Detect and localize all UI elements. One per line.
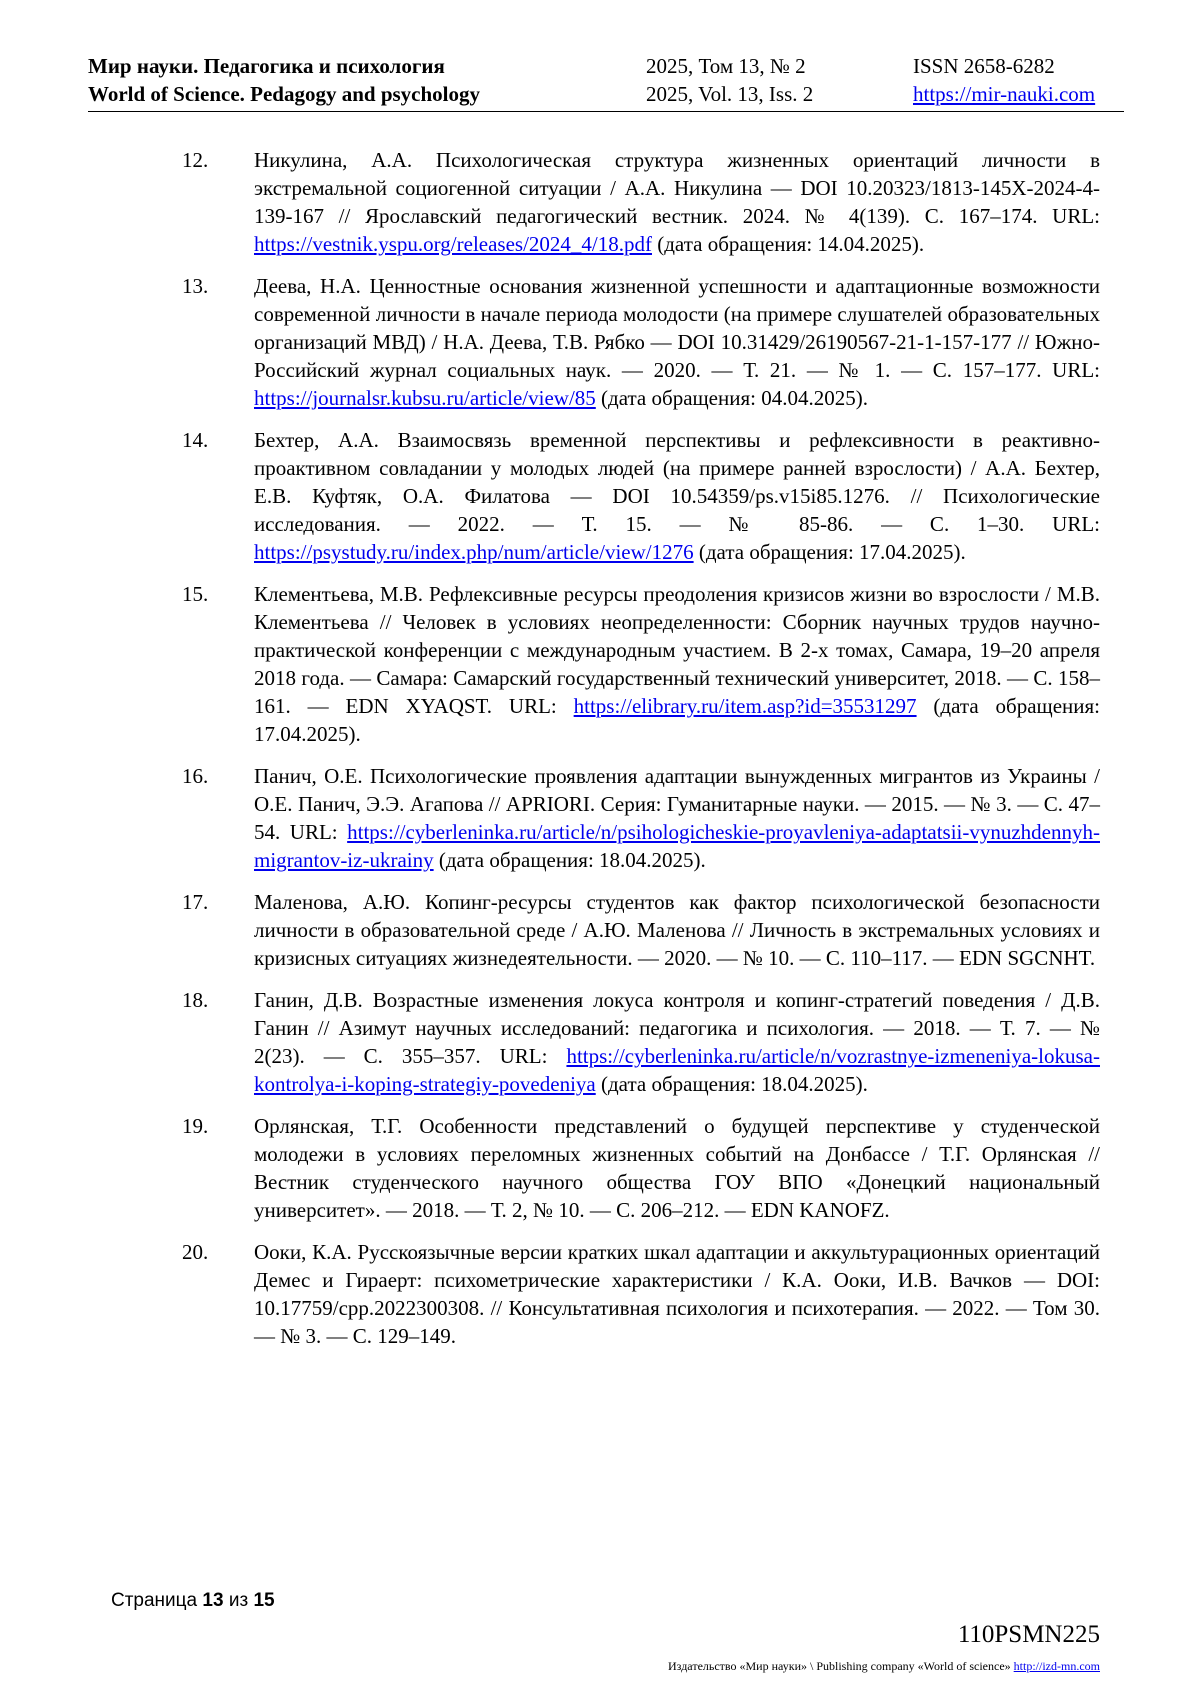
reference-url-link[interactable]: https://psystudy.ru/index.php/num/article/view/1276: [254, 540, 694, 564]
reference-access-date: (дата обращения: 04.04.2025).: [595, 386, 868, 410]
reference-body: Никулина, А.А. Психологическая структура жизненных ориентаций личности в экстремальной социогенной ситуации / А.А. Никулина — DOI 10.20323/1813-145X-2024-4-139-167 // Ярославский педагогический вестник. 2024. № 4(139). С. 167–174. URL:: [254, 148, 1100, 228]
reference-number: 12.: [182, 148, 209, 172]
reference-text: [254, 272, 1100, 412]
reference-item: [182, 986, 1100, 1098]
journal-title: [88, 52, 480, 108]
reference-item: [182, 888, 1100, 972]
issn-block: [913, 52, 1095, 108]
issue-info: [646, 52, 813, 108]
reference-text: [254, 1112, 1100, 1224]
page-header: [88, 52, 1124, 112]
reference-number: 19.: [182, 1114, 209, 1138]
page-counter-prefix: Страница: [111, 1590, 198, 1611]
total-pages: 15: [253, 1590, 275, 1611]
reference-access-date: (дата обращения: 18.04.2025).: [595, 1072, 868, 1096]
reference-access-date: (дата обращения: 17.04.2025).: [254, 694, 1100, 746]
reference-number: 20.: [182, 1240, 209, 1264]
reference-text: [254, 762, 1100, 874]
reference-body: Деева, Н.А. Ценностные основания жизненной успешности и адаптационные возможности современной личности в начале периода молодости (на примере слушателей образовательных организаций МВД) / Н.А. Деева, Т.В. Рябко — DOI 10.31429/26190567-21-1-157-177 // Южно-Российский журнал социальных наук. — 2020. — Т. 21. — № 1. — С. 157–177. URL:: [254, 274, 1100, 382]
reference-url-link[interactable]: https://elibrary.ru/item.asp?id=35531297: [573, 694, 917, 718]
reference-url-link[interactable]: https://cyberleninka.ru/article/n/vozrastnye-izmeneniya-lokusa-kontrolya-i-koping-strategiy-povedeniya: [254, 1044, 1100, 1096]
reference-text: [254, 1238, 1100, 1350]
publisher-footer: [668, 1659, 1100, 1674]
journal-site-link[interactable]: https://mir-nauki.com: [913, 82, 1096, 106]
issue-en: 2025, Vol. 13, Iss. 2: [646, 82, 814, 106]
reference-url-link[interactable]: https://cyberleninka.ru/article/n/psihologicheskie-proyavleniya-adaptatsii-vynuzhdennyh-migrantov-iz-ukrainy: [254, 820, 1100, 872]
page-counter: [111, 1590, 275, 1612]
reference-item: [182, 272, 1100, 412]
reference-access-date: (дата обращения: 18.04.2025).: [433, 848, 706, 872]
reference-number: 16.: [182, 764, 209, 788]
current-page: 13: [202, 1590, 224, 1611]
reference-access-date: (дата обращения: 14.04.2025).: [652, 232, 925, 256]
publisher-text: Издательство «Мир науки» \ Publishing company «World of science»: [668, 1659, 1011, 1673]
reference-number: 15.: [182, 582, 209, 606]
reference-item: [182, 146, 1100, 258]
reference-body: Бехтер, А.А. Взаимосвязь временной перспективы и рефлексивности в реактивно-проактивном совладании у молодых людей (на примере ранней взрослости) / А.А. Бехтер, Е.В. Куфтяк, О.А. Филатова — DOI 10.54359/ps.v15i85.1276. // Психологические исследования. — 2022. — Т. 15. — № 85-86. — С. 1–30. URL:: [254, 428, 1100, 536]
reference-body: Орлянская, Т.Г. Особенности представлений о будущей перспективе у студенческой молодежи в условиях переломных жизненных событий на Донбассе / Т.Г. Орлянская // Вестник студенческого научного общества ГОУ ВПО «Донецкий национальный университет». — 2018. — Т. 2, № 10. — С. 206–212. — EDN KANOFZ.: [254, 1114, 1100, 1222]
reference-text: [254, 888, 1100, 972]
reference-body: Ооки, К.А. Русскоязычные версии кратких шкал адаптации и аккультурационных ориентаций Демес и Гираерт: психометрические характеристики / К.А. Ооки, И.В. Вачков — DOI: 10.17759/cpp.2022300308. // Консультативная психология и психотерапия. — 2022. — Том 30. — № 3. — С. 129–149.: [254, 1240, 1100, 1348]
reference-body: Маленова, А.Ю. Копинг-ресурсы студентов как фактор психологической безопасности личности в образовательной среде / А.Ю. Маленова // Личность в экстремальных условиях и кризисных ситуациях жизнедеятельности. — 2020. — № 10. — С. 110–117. — EDN SGCNHT.: [254, 890, 1100, 970]
reference-url-link[interactable]: https://vestnik.yspu.org/releases/2024_4/18.pdf: [254, 232, 652, 256]
reference-number: 13.: [182, 274, 209, 298]
reference-item: [182, 1112, 1100, 1224]
reference-text: [254, 986, 1100, 1098]
reference-text: [254, 426, 1100, 566]
reference-body: Панич, О.Е. Психологические проявления адаптации вынужденных мигрантов из Украины / О.Е. Панич, Э.Э. Агапова // APRIORI. Серия: Гуманитарные науки. — 2015. — № 3. — С. 47–54. URL:: [254, 764, 1100, 844]
publisher-link[interactable]: http://izd-mn.com: [1013, 1659, 1100, 1673]
reference-number: 18.: [182, 988, 209, 1012]
reference-item: [182, 426, 1100, 566]
reference-text: [254, 580, 1100, 748]
issn: ISSN 2658-6282: [913, 54, 1055, 78]
reference-list: [182, 146, 1100, 1364]
reference-url-link[interactable]: https://journalsr.kubsu.ru/article/view/85: [254, 386, 596, 410]
issue-ru: 2025, Том 13, № 2: [646, 54, 806, 78]
article-code: 110PSMN225: [957, 1621, 1100, 1648]
journal-title-en: World of Science. Pedagogy and psychology: [88, 82, 481, 106]
reference-number: 14.: [182, 428, 209, 452]
page-counter-sep: из: [228, 1590, 249, 1611]
reference-body: Ганин, Д.В. Возрастные изменения локуса контроля и копинг-стратегий поведения / Д.В. Ганин // Азимут научных исследований: педагогика и психология. — 2018. — Т. 7. — № 2(23). — С. 355–357. URL:: [254, 988, 1100, 1068]
reference-text: [254, 146, 1100, 258]
journal-title-ru: Мир науки. Педагогика и психология: [88, 54, 445, 78]
reference-body: Клементьева, М.В. Рефлексивные ресурсы преодоления кризисов жизни во взрослости / М.В. Клементьева // Человек в условиях неопределенности: Сборник научных трудов научно-практической конференции с международным участием. В 2-х томах, Самара, 19–20 апреля 2018 года. — Самара: Самарский государственный технический университет, 2018. — С. 158–161. — EDN XYAQST. URL:: [254, 582, 1100, 718]
reference-item: [182, 580, 1100, 748]
reference-access-date: (дата обращения: 17.04.2025).: [693, 540, 966, 564]
reference-number: 17.: [182, 890, 209, 914]
reference-item: [182, 1238, 1100, 1350]
reference-item: [182, 762, 1100, 874]
